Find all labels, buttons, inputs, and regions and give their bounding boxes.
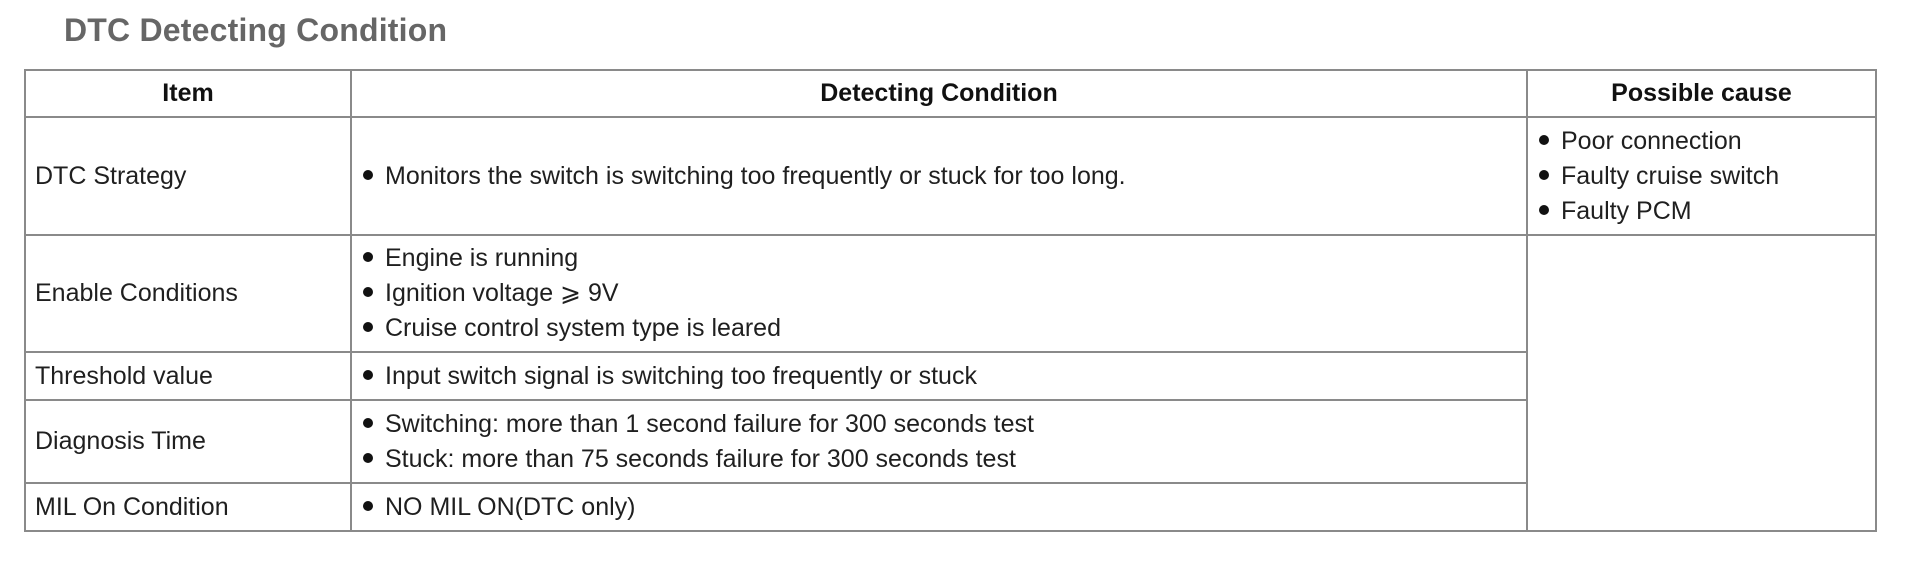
possible-cause-empty-cell (1527, 235, 1876, 531)
row-item-label: MIL On Condition (25, 483, 351, 531)
condition-bullet (361, 407, 1517, 442)
cause-text: Faulty cruise switch (1561, 161, 1780, 190)
bullet-icon (363, 287, 373, 297)
row-conditions (351, 117, 1527, 235)
table-row (25, 117, 1876, 235)
condition-text: Switching: more than 1 second failure for 300 seconds test (385, 409, 1034, 438)
row-item-label: DTC Strategy (25, 117, 351, 235)
row-item-label: Threshold value (25, 352, 351, 400)
condition-bullet (361, 241, 1517, 276)
condition-bullet (361, 159, 1517, 194)
condition-text: Cruise control system type is leared (385, 314, 781, 342)
condition-text: Ignition voltage ⩾ 9V (385, 279, 619, 307)
condition-bullet (361, 490, 1517, 525)
header-item: Item (25, 70, 351, 117)
condition-text: Engine is running (385, 244, 579, 272)
section-title: DTC Detecting Condition (64, 12, 448, 48)
cause-text: Poor connection (1561, 126, 1742, 155)
header-possible-cause: Possible cause (1527, 70, 1876, 117)
cause-bullet (1537, 124, 1866, 159)
row-conditions (351, 483, 1527, 531)
row-item-label: Diagnosis Time (25, 400, 351, 483)
bullet-icon (363, 418, 373, 428)
condition-text: Input switch signal is switching too frequently or stuck (385, 361, 977, 390)
table-row (25, 235, 1876, 352)
bullet-icon (363, 322, 373, 332)
row-conditions (351, 352, 1527, 400)
bullet-icon (363, 370, 373, 380)
cause-bullet (1537, 159, 1866, 194)
condition-bullet (361, 276, 1517, 311)
cause-bullet (1537, 194, 1866, 229)
bullet-icon (363, 170, 373, 180)
bullet-icon (1539, 205, 1549, 215)
dtc-detecting-condition-table (24, 69, 1877, 532)
condition-bullet (361, 359, 1517, 394)
row-conditions (351, 235, 1527, 352)
condition-bullet (361, 311, 1517, 346)
bullet-icon (363, 453, 373, 463)
condition-text: NO MIL ON(DTC only) (385, 492, 636, 521)
condition-text: Monitors the switch is switching too frequently or stuck for too long. (385, 161, 1126, 190)
header-detecting-condition: Detecting Condition (351, 70, 1527, 117)
bullet-icon (363, 501, 373, 511)
row-conditions (351, 400, 1527, 483)
possible-cause-list (1527, 117, 1876, 235)
bullet-icon (363, 252, 373, 262)
table-header-row (25, 70, 1876, 117)
bullet-icon (1539, 135, 1549, 145)
bullet-icon (1539, 170, 1549, 180)
row-item-label: Enable Conditions (25, 235, 351, 352)
condition-text: Stuck: more than 75 seconds failure for 300 seconds test (385, 444, 1016, 473)
condition-bullet (361, 442, 1517, 477)
cause-text: Faulty PCM (1561, 196, 1692, 225)
